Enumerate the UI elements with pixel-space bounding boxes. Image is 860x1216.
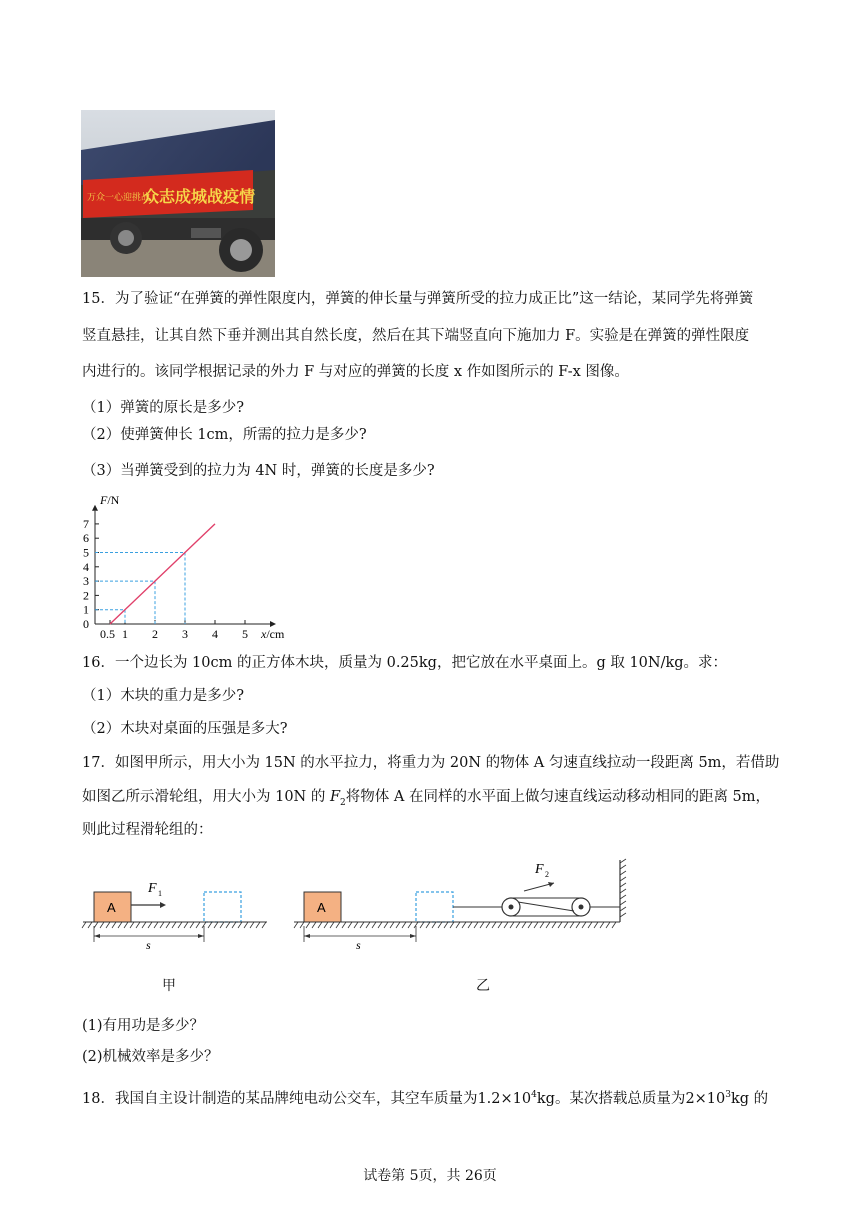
- distance-s-label: s: [356, 938, 361, 950]
- q17-line2-a: 如图乙所示滑轮组，用大小为 10N 的: [82, 789, 330, 805]
- q16-sub2: （2）木块对桌面的压强是多大?: [82, 721, 288, 737]
- page-footer: 试卷第 5页，共 26页: [363, 1168, 497, 1184]
- guide-line: [95, 553, 185, 625]
- series-line: [110, 524, 215, 624]
- x-tick-label: 5: [242, 627, 248, 641]
- figure-yi: [292, 855, 637, 950]
- q18-mass2: 2×10: [685, 1091, 726, 1107]
- force-f2-label: F: [535, 862, 544, 877]
- q17-sub1: (1)有用功是多少？: [82, 1018, 205, 1034]
- block-a-label: A: [107, 900, 116, 915]
- q18-mass2-unit: kg: [731, 1091, 750, 1107]
- q18-text-b: 。某次搭载总质量为: [554, 1091, 686, 1107]
- caption-yi: 乙: [476, 978, 490, 994]
- block-a-label: A: [317, 900, 326, 915]
- block-target-outline: [416, 892, 453, 922]
- q17-line2-sub: 2: [340, 797, 346, 808]
- q16-sub1: （1）木块的重力是多少?: [82, 688, 244, 704]
- q18-mass1: 1.2×10: [477, 1091, 532, 1107]
- q15-line2: 竖直悬挂，让其自然下垂并测出其自然长度，然后在其下端竖直向下施加力 F。实验是在弹簧的弹性限度: [82, 328, 750, 344]
- banner-left-text: 万众一心迎挑战: [87, 193, 151, 203]
- q18-mass2-exp: 3: [725, 1090, 731, 1100]
- q18-text-a: 18．我国自主设计制造的某品牌纯电动公交车，其空车质量为: [82, 1091, 478, 1107]
- y-tick-label: 0: [83, 617, 89, 631]
- y-tick-label: 2: [83, 588, 89, 603]
- q17-line2-b: 将物体 A 在同样的水平面上做匀速直线运动移动相同的距离 5m，: [345, 789, 771, 805]
- block-target-outline: [204, 892, 241, 922]
- x-tick-label: 1: [122, 627, 128, 641]
- q17-line2: [82, 787, 770, 813]
- y-tick-label: 4: [83, 559, 89, 574]
- y-axis-label: F/N: [100, 493, 120, 507]
- banner-right-text: 众志成城战疫情: [143, 187, 256, 206]
- distance-s-label: s: [146, 938, 151, 950]
- q17-line1: 17．如图甲所示，用大小为 15N 的水平拉力，将重力为 20N 的物体 A 匀速直线拉动一段距离 5m，若借助: [82, 755, 780, 771]
- y-tick-label: 1: [83, 602, 89, 617]
- figure-jia: [80, 870, 280, 950]
- q18-text-c: 的: [749, 1091, 769, 1107]
- x-tick-label: 3: [182, 627, 188, 641]
- q15-line1: 15．为了验证“在弹簧的弹性限度内，弹簧的伸长量与弹簧所受的拉力成正比”这一结论，某同学先将弹簧: [82, 291, 754, 307]
- x-tick-label: 2: [152, 627, 158, 641]
- q17-sub2: (2)机械效率是多少？: [82, 1049, 219, 1065]
- y-tick-label: 3: [83, 574, 89, 589]
- y-tick-label: 6: [83, 531, 89, 546]
- q17-line2-f: F: [329, 789, 341, 805]
- q18-mass1-exp: 4: [531, 1090, 537, 1100]
- truck-photo: [81, 110, 275, 277]
- x-tick-label: 0.5: [100, 627, 115, 641]
- force-f2-sub: 2: [545, 870, 549, 879]
- fx-chart: [78, 492, 298, 642]
- caption-jia: 甲: [162, 978, 176, 994]
- q18-line1: [82, 1085, 768, 1109]
- y-axis-arrow: [92, 505, 98, 511]
- q15-sub3: （3）当弹簧受到的拉力为 4N 时，弹簧的长度是多少?: [82, 463, 435, 479]
- q16-line1: 16．一个边长为 10cm 的正方体木块，质量为 0.25kg，把它放在水平桌面上。g 取 10N/kg。求：: [82, 655, 728, 671]
- q17-line3: 则此过程滑轮组的：: [82, 822, 213, 838]
- q15-line3: 内进行的。该同学根据记录的外力 F 与对应的弹簧的长度 x 作如图所示的 F-x 图像。: [82, 364, 629, 380]
- q15-sub2: （2）使弹簧伸长 1cm，所需的拉力是多少?: [82, 427, 367, 443]
- q18-mass1-unit: kg: [536, 1091, 555, 1107]
- x-tick-label: 4: [212, 627, 218, 641]
- y-tick-label: 5: [83, 545, 89, 560]
- force-f1-sub: 1: [158, 889, 162, 898]
- y-tick-label: 7: [83, 516, 89, 531]
- x-axis-label: x/cm: [261, 627, 285, 641]
- q15-sub1: （1）弹簧的原长是多少?: [82, 400, 244, 416]
- force-f1-label: F: [148, 881, 157, 896]
